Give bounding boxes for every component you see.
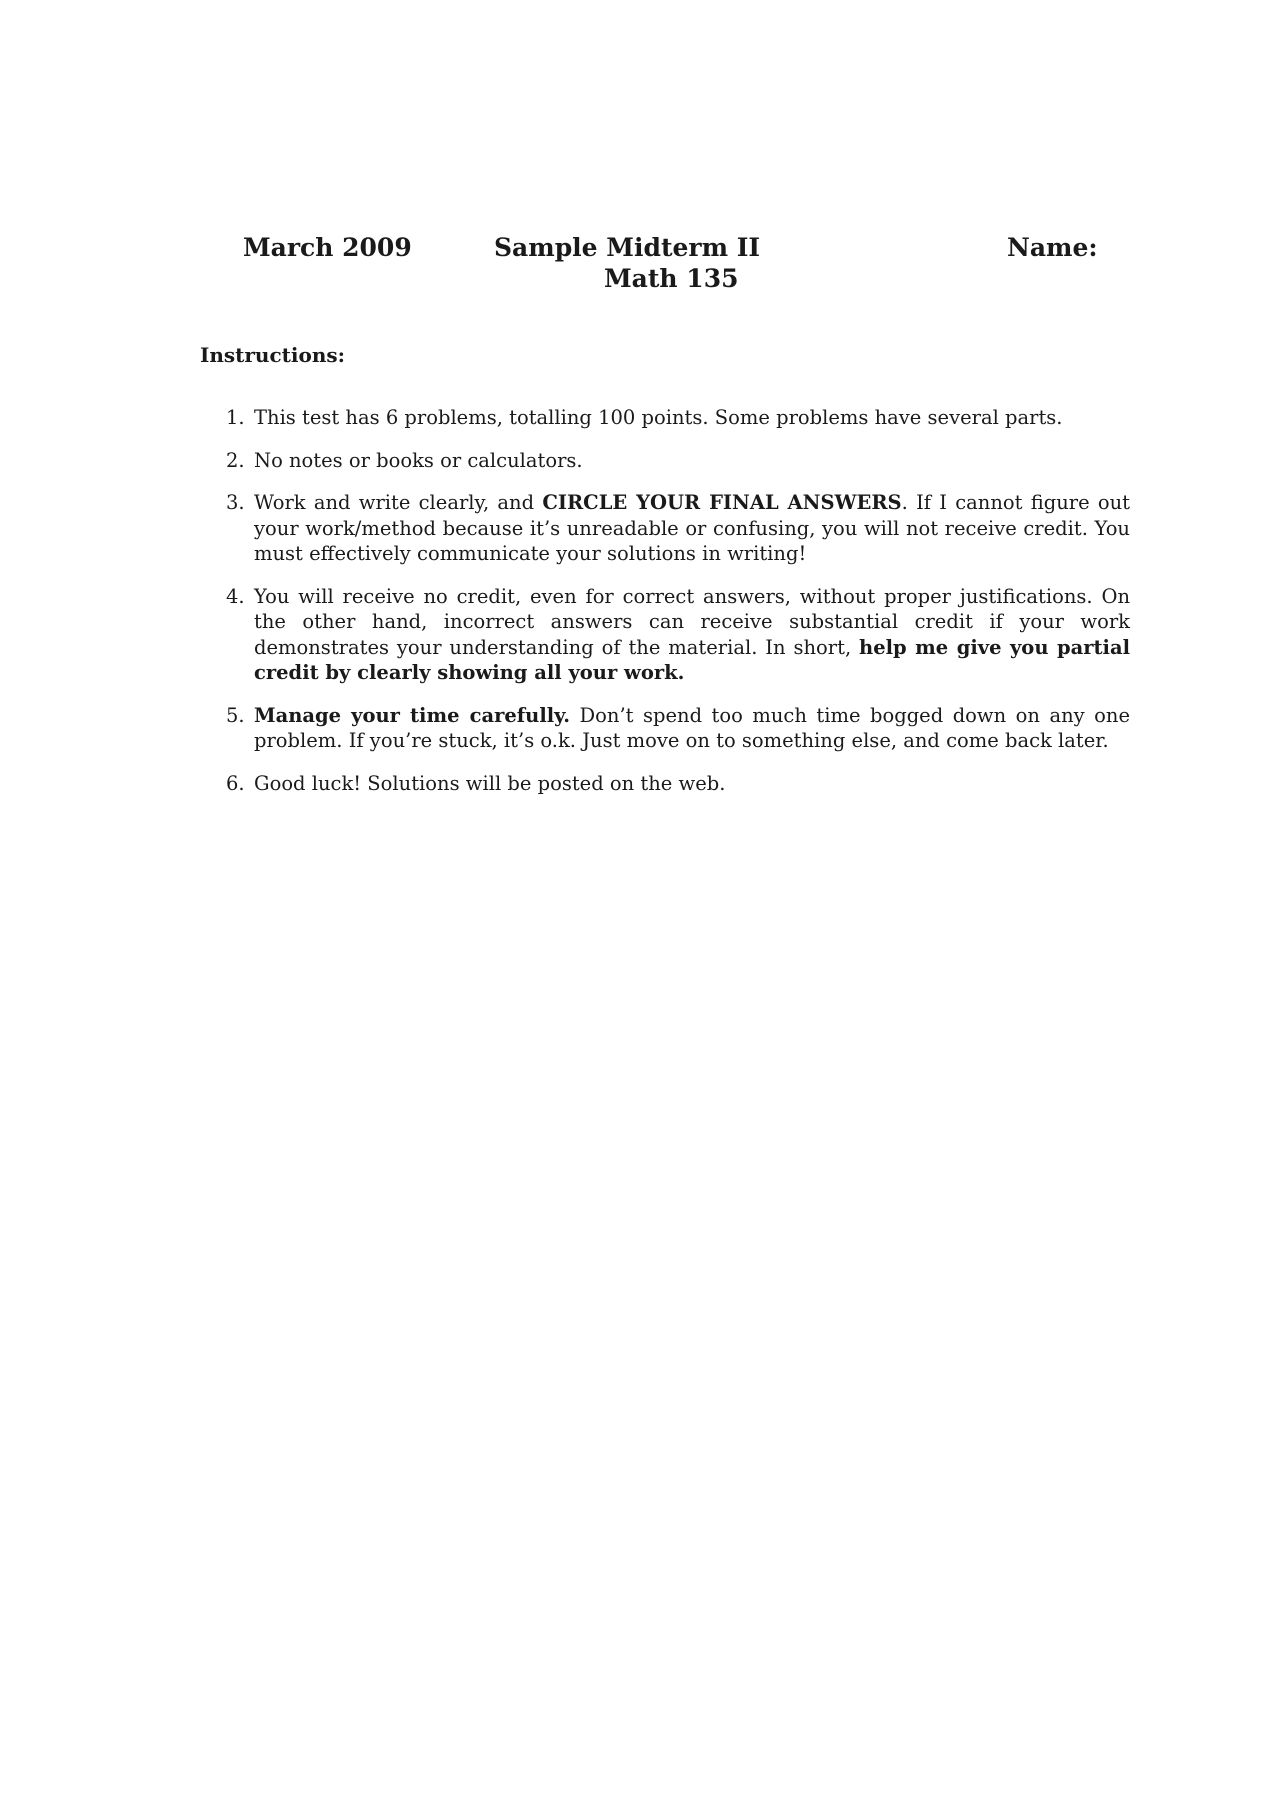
instruction-item [200,703,1130,754]
instruction-text: This test has 6 problems, totalling 100 points. Some problems have several parts. [254,406,1063,429]
instruction-emphasis: CIRCLE YOUR FINAL ANSWERS [542,491,902,514]
instruction-item [200,448,1130,474]
instructions-list [200,405,1130,813]
instruction-text: Good luck! Solutions will be posted on the web. [254,771,726,795]
course-name: Math 135 [604,264,739,293]
instruction-number: 5. [226,703,245,727]
instruction-number: 3. [226,491,245,514]
instruction-text: . If I cannot figure out your work/method because it’s unreadable or confusing, you will not receive credit. You must effectively communicate your solutions in writing! [254,491,1130,565]
instructions-heading: Instructions: [200,343,346,367]
instruction-text: No notes or books or calculators. [254,448,583,472]
instruction-text: You will receive no credit, even for correct answers, without proper justifications. On the other hand, incorrect answers can receive substantial credit if your work demonstrates your understanding of the material. In short, [254,584,1130,659]
instruction-number: 6. [226,771,245,795]
name-label: Name: [1007,233,1098,262]
instruction-text: Don’t spend too much time bogged down on any one problem. If you’re stuck, it’s o.k. Just move on to something else, and come back later. [254,703,1130,752]
instruction-number: 1. [226,406,245,429]
instruction-number: 4. [226,584,245,608]
instruction-item [200,490,1130,567]
instruction-emphasis: help me give you partial credit by clearly showing all your work. [254,635,1130,684]
instruction-emphasis: Manage your time carefully. [254,703,571,727]
instruction-item [200,584,1130,686]
exam-title: Sample Midterm II [494,233,761,262]
exam-date: March 2009 [243,233,412,262]
instruction-item [200,771,1130,797]
instruction-number: 2. [226,448,245,472]
instruction-item [200,405,1130,431]
instruction-text: Work and write clearly, and [254,491,543,514]
